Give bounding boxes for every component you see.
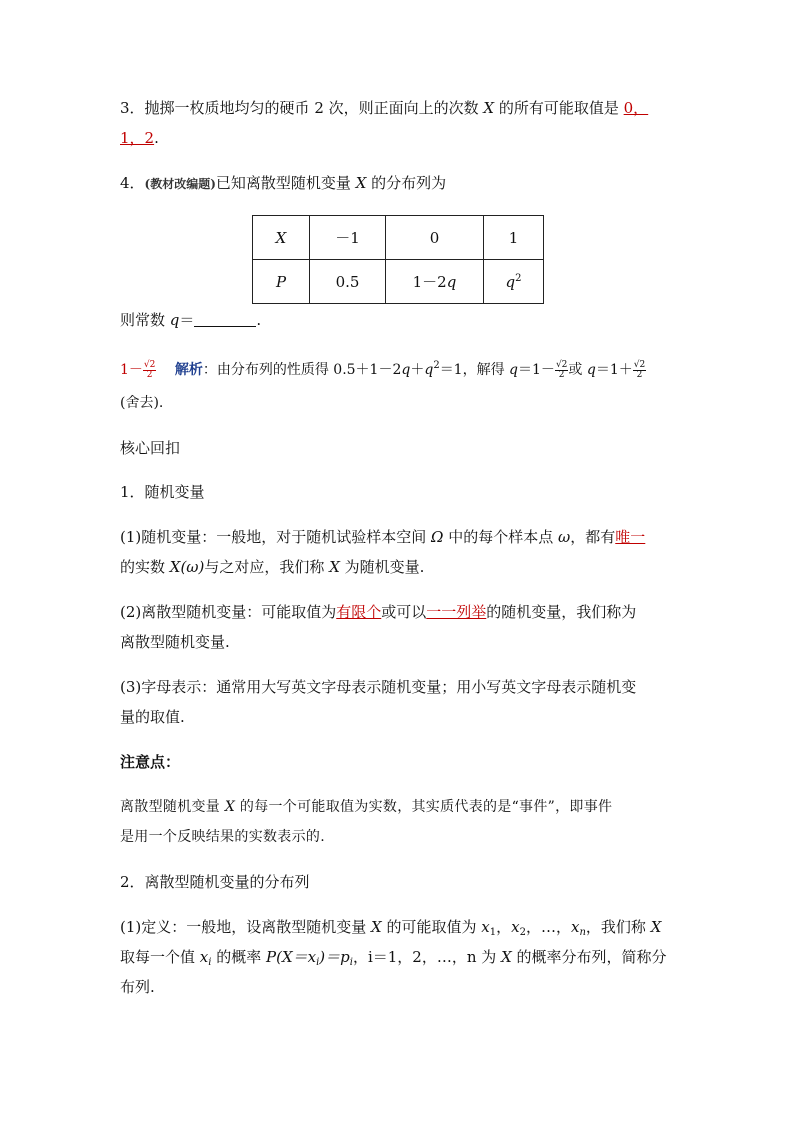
answer-text: 0， [623, 99, 649, 117]
solution-text: ＝1－ [518, 362, 555, 378]
body-text: 布列. [120, 978, 155, 996]
variable: q [424, 362, 434, 378]
subscript: n [579, 927, 586, 938]
body-text: (1)随机变量：一般地，对于随机试验样本空间 [120, 528, 432, 546]
solution-label: 解析 [174, 362, 203, 378]
heading: 2．离散型随机变量的分布列 [120, 873, 310, 891]
table-cell: 0.5 [310, 260, 386, 304]
variable: x [199, 948, 209, 966]
answer-blank [194, 311, 256, 327]
punctuation: . [256, 311, 262, 329]
para-3-line-1 [120, 677, 636, 697]
body-text: (2)离散型随机变量：可能取值为 [120, 603, 337, 621]
question-number: 4． [120, 174, 145, 192]
answer-text: 有限个 [336, 603, 382, 621]
para-3-line-2 [120, 707, 185, 727]
denominator: 2 [558, 369, 565, 380]
subscript: 2 [519, 927, 526, 938]
solution-text: ：由分布列的性质得 0.5＋1－2 [202, 362, 402, 378]
variable: X [355, 174, 367, 192]
variable: P [266, 948, 277, 966]
note-line-1 [120, 797, 612, 817]
table-cell [386, 260, 484, 304]
variable: q [401, 362, 411, 378]
numerator: √2 [555, 359, 568, 370]
body-text: (1)定义：一般地，设离散型随机变量 [120, 918, 372, 936]
subscript: i [208, 957, 212, 968]
fraction [633, 361, 646, 380]
body-text: 离散型随机变量 [120, 799, 225, 815]
question-text: ＝ [179, 311, 195, 329]
def-line-1: (1)定义：一般地，设离散型随机变量 X 的可能取值为 $x_1$，$x_2$，…，$x_n$，我们称 X [120, 918, 662, 938]
subscript: 1 [489, 927, 497, 938]
body-text: 的概率 [211, 948, 266, 966]
para-2-line-1 [120, 602, 636, 622]
subscript: i [349, 957, 353, 968]
heading: 注意点： [120, 753, 181, 771]
denominator: 2 [146, 369, 153, 380]
solution-text: (舍去). [120, 395, 164, 411]
question-4-ask [120, 310, 261, 330]
variable: X(ω) [169, 558, 205, 576]
question-text: 则常数 [120, 311, 170, 329]
body-text: ，都有 [570, 528, 616, 546]
question-text: 已知离散型随机变量 [215, 174, 356, 192]
question-text: 的所有可能取值是 [494, 99, 624, 117]
body-text: 的实数 [120, 558, 170, 576]
answer-text: 一一列举 [426, 603, 487, 621]
subsection-title [120, 482, 205, 502]
question-text: 抛掷一枚质地均匀的硬币 2 次，则正面向上的次数 [144, 99, 484, 117]
variable: X [329, 558, 340, 576]
def-line-2 [120, 947, 667, 973]
variable: X [501, 948, 512, 966]
exponent: 2 [515, 272, 522, 284]
variable: X [224, 799, 236, 815]
solution-line-2 [120, 393, 163, 413]
body-text: 或可以 [381, 603, 427, 621]
fraction [555, 361, 568, 380]
numerator: √2 [143, 359, 156, 370]
body-text: 是用一个反映结果的实数表示的. [120, 829, 325, 845]
body-text: 的每一个可能取值为实数，其实质代表的是“事件”，即事件 [235, 799, 613, 815]
def-line-3 [120, 977, 155, 997]
note-line-2 [120, 827, 325, 847]
body-text: 中的每个样本点 [443, 528, 559, 546]
solution-text: 或 [568, 362, 587, 378]
formula-text: )＝p [319, 948, 350, 966]
variable: q [509, 362, 519, 378]
body-text: ，我们称 [585, 918, 651, 936]
exponent: 2 [433, 360, 440, 371]
subsection-title [120, 872, 310, 892]
variable: q [446, 273, 457, 291]
table-cell: 0 [386, 216, 484, 260]
table-cell: －1 [310, 216, 386, 260]
body-text: 量的取值. [120, 708, 185, 726]
body-text: 的可能取值为 [381, 918, 482, 936]
variable: x [570, 918, 580, 936]
variable: Ω [431, 528, 444, 546]
question-number: 3． [120, 99, 145, 117]
variable: x [481, 918, 490, 936]
fraction [143, 361, 156, 380]
numerator: √2 [633, 359, 646, 370]
distribution-table [252, 215, 544, 304]
answer-text: 唯一 [615, 528, 646, 546]
body-text: 为随机变量. [339, 558, 425, 576]
body-text: 的概率分布列，简称分 [511, 948, 667, 966]
para-1-line-1 [120, 527, 645, 547]
table-row [253, 216, 544, 260]
table-row [253, 260, 544, 304]
question-tag: (教材改编题) [144, 177, 216, 191]
solution-line-1 [120, 356, 646, 380]
variable: X [650, 918, 662, 936]
solution-text: ＋ [410, 362, 425, 378]
variable: q [586, 362, 596, 378]
solution-text: ＝1，解得 [439, 362, 510, 378]
note-title [120, 752, 180, 772]
denominator: 2 [636, 369, 643, 380]
para-2-line-2 [120, 632, 230, 652]
table-cell: 1 [484, 216, 544, 260]
variable: q [505, 272, 516, 291]
question-3-line-1 [120, 98, 648, 118]
variable: X [483, 99, 495, 117]
punctuation: . [154, 129, 159, 147]
variable: q [169, 311, 180, 329]
question-3-line-2 [120, 128, 159, 148]
formula-text: (X＝x [276, 948, 317, 966]
question-text: 的分布列为 [366, 174, 447, 192]
variable: X [371, 918, 382, 936]
variable: x [511, 918, 520, 936]
body-text: ，i＝1，2，…，n 为 [352, 948, 502, 966]
table-cell: P [253, 260, 310, 304]
question-4-line-1 [120, 173, 446, 194]
body-text: 离散型随机变量. [120, 633, 230, 651]
table-cell: X [253, 216, 310, 260]
body-text: (3)字母表示：通常用大写英文字母表示随机变量；用小写英文字母表示随机变 [120, 678, 637, 696]
para-1-line-2 [120, 557, 424, 577]
body-text: 的随机变量，我们称为 [486, 603, 637, 621]
solution-text: ＝1＋ [595, 362, 633, 378]
table-cell [484, 260, 544, 304]
answer-text: 1－ [120, 362, 143, 378]
cell-text: 1－2 [412, 273, 447, 291]
answer-text: 1，2 [120, 129, 155, 147]
body-text: 取每一个值 [120, 948, 200, 966]
section-title [120, 438, 180, 458]
variable: ω [558, 528, 571, 546]
body-text: 与之对应，我们称 [204, 558, 330, 576]
heading: 核心回扣 [120, 439, 181, 457]
subscript: i [316, 957, 320, 968]
body-text: ，…， [525, 918, 571, 936]
heading: 1．随机变量 [120, 483, 205, 501]
